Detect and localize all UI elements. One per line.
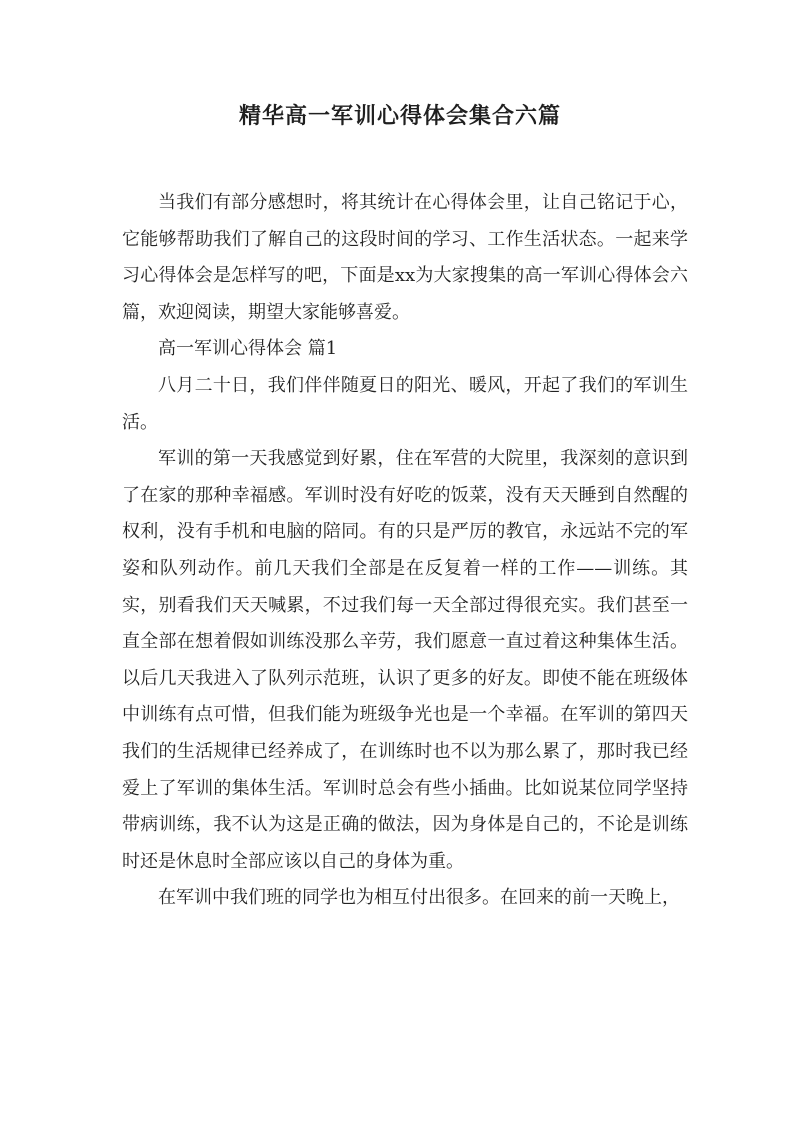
- intro-paragraph: 当我们有部分感想时，将其统计在心得体会里，让自己铭记于心，它能够帮助我们了解自己的这段时间的学习、工作生活状态。一起来学习心得体会是怎样写的吧，下面是xx为大家搜集的高一军训心得体会六篇，欢迎阅读，期望大家能够喜爱。: [122, 192, 688, 323]
- body-paragraph-2: 军训的第一天我感觉到好累，住在军营的大院里，我深刻的意识到了在家的那种幸福感。军训时没有好吃的饭菜，没有天天睡到自然醒的权利，没有手机和电脑的陪同。有的只是严厉的教官，永远站不完的军姿和队列动作。前几天我们全部是在反复着一样的工作——训练。其实，别看我们天天喊累，不过我们每一天全部过得很充实。我们甚至一直全部在想着假如训练没那么辛劳，我们愿意一直过着这种集体生活。以后几天我进入了队列示范班，认识了更多的好友。即使不能在班级体中训练有点可惜，但我们能为班级争光也是一个幸福。在军训的第四天我们的生活规律已经养成了，在训练时也不以为那么累了，那时我已经爱上了军训的集体生活。军训时总会有些小插曲。比如说某位同学坚持带病训练，我不认为这是正确的做法，因为身体是自己的，不论是训练时还是休息时全部应该以自己的身体为重。: [122, 448, 688, 872]
- document-title: 精华高一军训心得体会集合六篇: [238, 103, 561, 129]
- body-paragraph-3: 在军训中我们班的同学也为相互付出很多。在回来的前一天晚上，: [158, 887, 680, 909]
- body-paragraph-1: 八月二十日，我们伴伴随夏日的阳光、暖风，开起了我们的军训生活。: [122, 374, 688, 433]
- document-body: [122, 185, 688, 917]
- section-heading: 高一军训心得体会 篇1: [158, 338, 338, 360]
